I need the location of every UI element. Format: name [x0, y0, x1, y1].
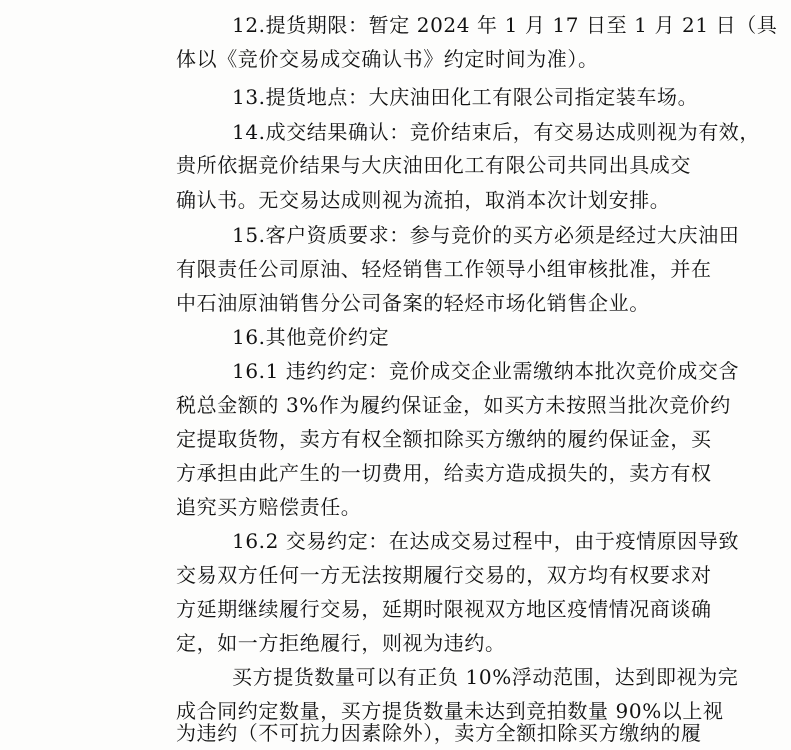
clause-16-2-line-4: 定，如一方拒绝履行，则视为违约。	[176, 631, 506, 655]
clause-14-line-1: 14.成交结果确认：竞价结束后，有交易达成则视为有效，	[232, 120, 761, 144]
quantity-paragraph-line-2: 成合同约定数量，买方提货数量未达到竞拍数量 90%以上视	[176, 699, 724, 723]
clause-16-1-line-2: 税总金额的 3%作为履约保证金，如买方未按照当批次竞价约	[176, 393, 731, 417]
clause-16-1-line-4: 方承担由此产生的一切费用，给卖方造成损失的，卖方有权	[176, 461, 712, 485]
clause-12-line-1: 12.提货期限：暂定 2024 年 1 月 17 日至 1 月 21 日（具	[232, 13, 778, 37]
clause-16-1-line-1: 16.1 违约约定：竞价成交企业需缴纳本批次竞价成交含	[232, 359, 740, 383]
clause-14-line-2: 贵所依据竞价结果与大庆油田化工有限公司共同出具成交	[176, 153, 691, 177]
clause-16-heading: 16.其他竞价约定	[232, 325, 390, 349]
clause-16-1-line-5: 追究买方赔偿责任。	[176, 495, 362, 519]
clause-16-2-line-2: 交易双方任何一方无法按期履行交易的，双方均有权要求对	[176, 563, 712, 587]
clause-14-line-3: 确认书。无交易达成则视为流拍，取消本次计划安排。	[176, 188, 671, 212]
quantity-paragraph-line-3: 为违约（不可抗力因素除外），卖方全额扣除买方缴纳的履	[176, 721, 702, 745]
clause-16-2-line-3: 方延期继续履行交易，延期时限视双方地区疫情情况商谈确	[176, 597, 712, 621]
clause-15-line-3: 中石油原油销售分公司备案的轻烃市场化销售企业。	[176, 291, 650, 315]
clause-16-2-line-1: 16.2 交易约定：在达成交易过程中，由于疫情原因导致	[232, 529, 740, 553]
clause-15-line-2: 有限责任公司原油、轻烃销售工作领导小组审核批准，并在	[176, 257, 712, 281]
clause-13-line-1: 13.提货地点：大庆油田化工有限公司指定装车场。	[232, 85, 699, 109]
clause-16-1-line-3: 定提取货物，卖方有权全额扣除买方缴纳的履约保证金，买	[176, 427, 712, 451]
clause-15-line-1: 15.客户资质要求：参与竞价的买方必须是经过大庆油田	[232, 223, 740, 247]
quantity-paragraph-line-1: 买方提货数量可以有正负 10%浮动范围，达到即视为完	[232, 665, 739, 689]
clause-12-line-2: 体以《竞价交易成交确认书》约定时间为准）。	[176, 47, 599, 71]
